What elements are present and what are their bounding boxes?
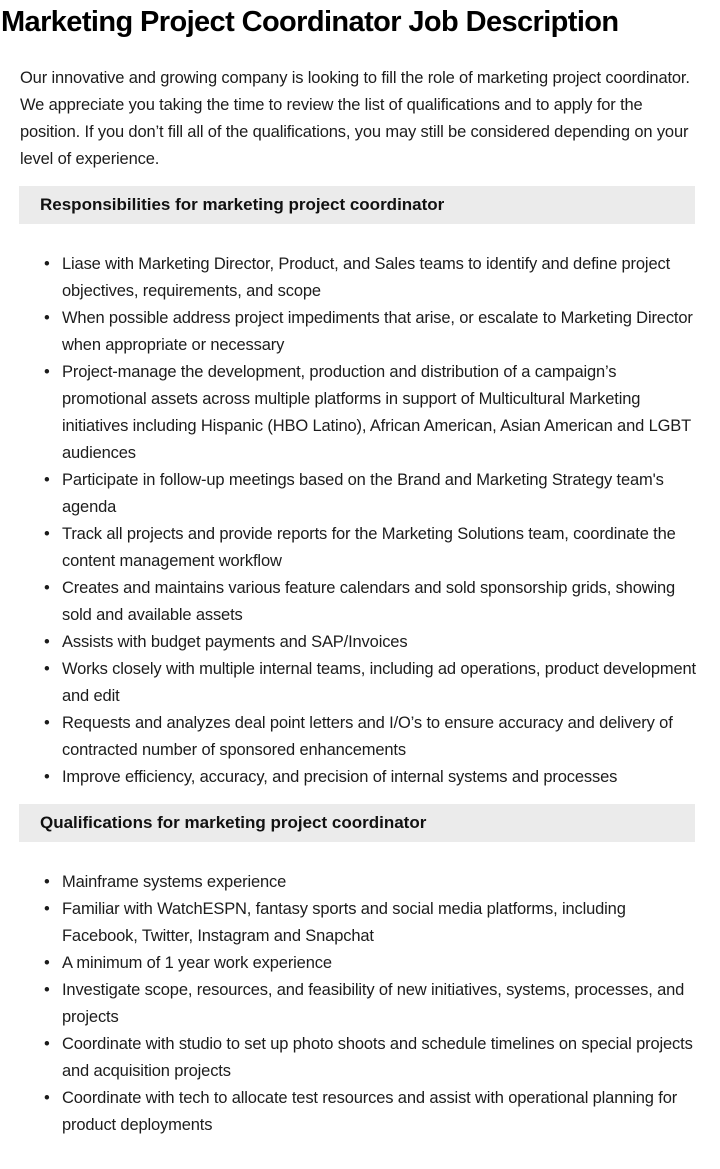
list-item: • Assists with budget payments and SAP/Invoices [62, 629, 698, 656]
list-item: • Investigate scope, resources, and feasibility of new initiatives, systems, processes, and projects [62, 977, 698, 1031]
list-item: • Participate in follow-up meetings based on the Brand and Marketing Strategy team's agenda [62, 467, 698, 521]
list-item: • Mainframe systems experience [62, 869, 698, 896]
list-item: • Familiar with WatchESPN, fantasy sports and social media platforms, including Facebook, Twitter, Instagram and Snapchat [62, 896, 698, 950]
list-item: • Project-manage the development, production and distribution of a campaign’s promotional assets across multiple platforms in support of Multicultural Marketing initiatives including Hispanic (HBO Latino), African American, Asian American and LGBT audiences [62, 359, 698, 467]
list-item: • Track all projects and provide reports for the Marketing Solutions team, coordinate the content management workflow [62, 521, 698, 575]
responsibilities-heading: Responsibilities for marketing project coordinator [19, 186, 695, 224]
responsibilities-section [0, 186, 720, 791]
list-item: • Requests and analyzes deal point letters and I/O’s to ensure accuracy and delivery of contracted number of sponsored enhancements [62, 710, 698, 764]
list-item: • Improve efficiency, accuracy, and precision of internal systems and processes [62, 764, 698, 791]
list-item: • Coordinate with tech to allocate test resources and assist with operational planning for product deployments [62, 1085, 698, 1139]
page-title: Marketing Project Coordinator Job Description [1, 6, 619, 38]
list-item: • Liase with Marketing Director, Product, and Sales teams to identify and define project objectives, requirements, and scope [62, 251, 698, 305]
list-item: • When possible address project impediments that arise, or escalate to Marketing Director when appropriate or necessary [62, 305, 698, 359]
list-item: • A minimum of 1 year work experience [62, 950, 698, 977]
responsibilities-list [0, 251, 698, 791]
list-item: • Coordinate with studio to set up photo shoots and schedule timelines on special projects and acquisition projects [62, 1031, 698, 1085]
qualifications-section [0, 804, 720, 1139]
qualifications-list [0, 869, 698, 1139]
list-item: • Creates and maintains various feature calendars and sold sponsorship grids, showing sold and available assets [62, 575, 698, 629]
intro-paragraph: Our innovative and growing company is looking to fill the role of marketing project coordinator. We appreciate you taking the time to review the list of qualifications and to apply for the position. If you don’t fill all of the qualifications, you may still be considered depending on your level of experience. [20, 69, 690, 168]
list-item: • Works closely with multiple internal teams, including ad operations, product development and edit [62, 656, 698, 710]
qualifications-heading: Qualifications for marketing project coordinator [19, 804, 695, 842]
